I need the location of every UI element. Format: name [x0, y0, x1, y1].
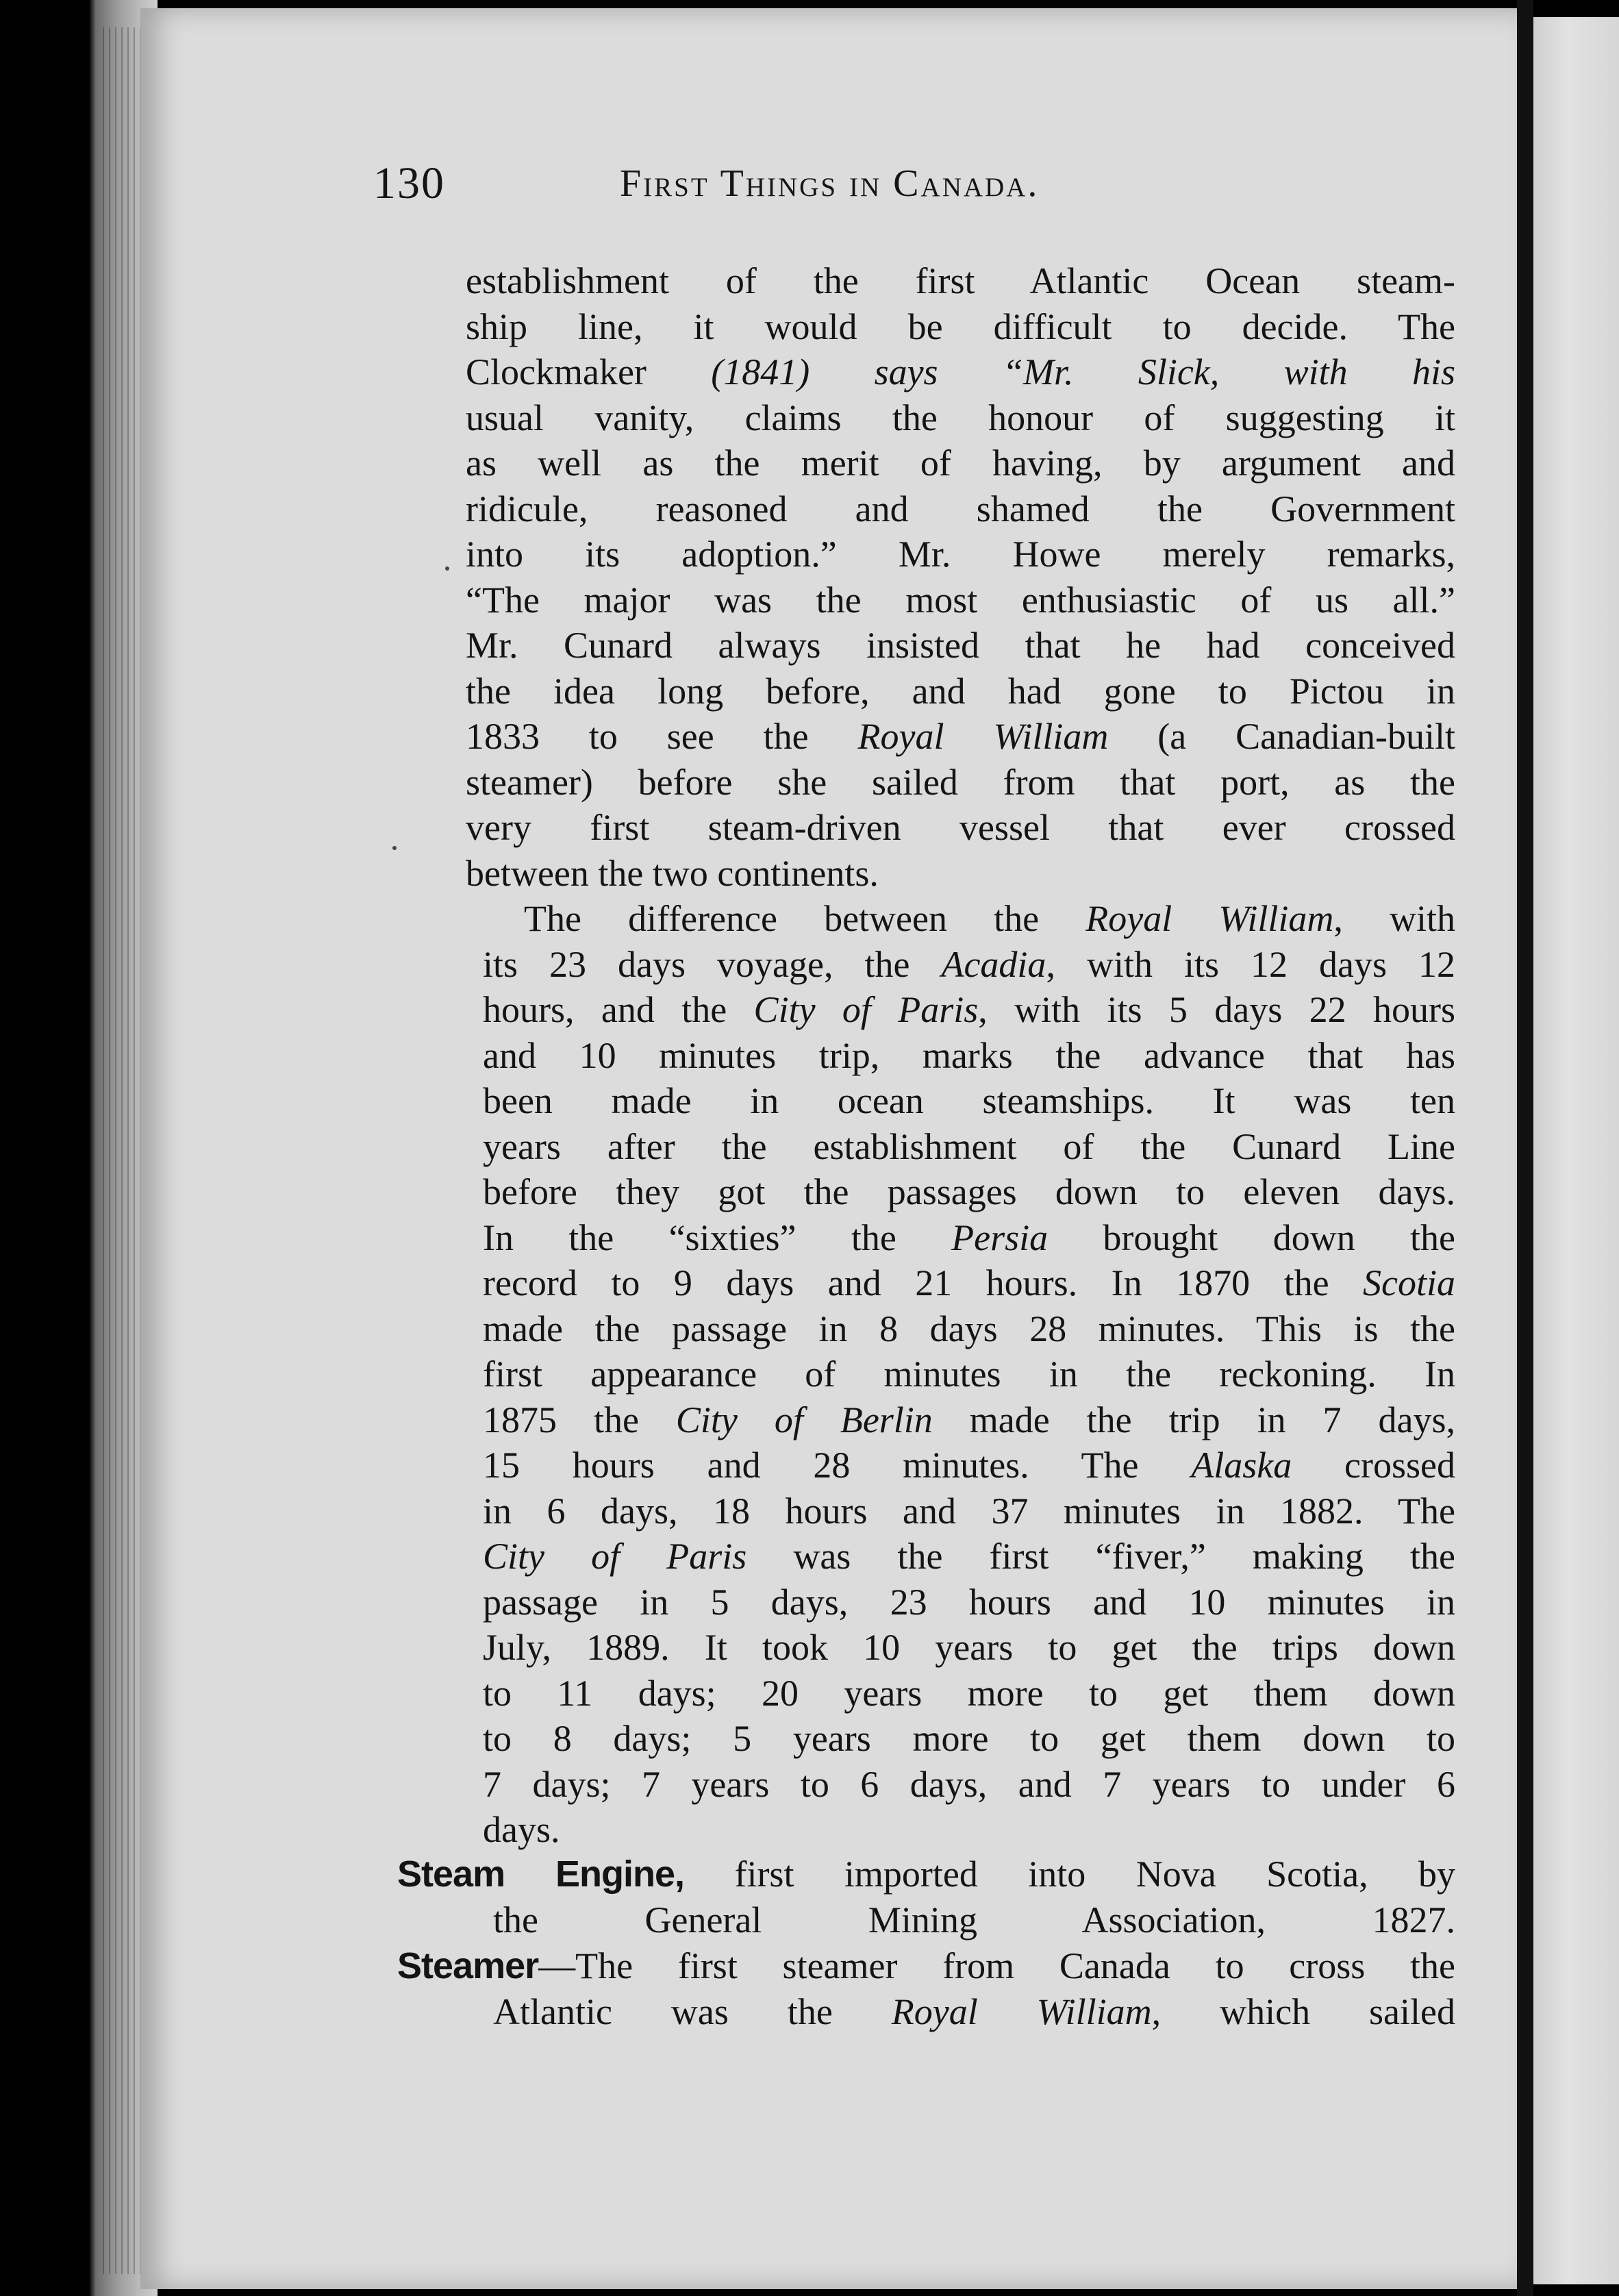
page-number: 130 [373, 158, 445, 208]
book-page [140, 8, 1517, 2289]
print-speck [392, 846, 397, 850]
text-line [483, 1079, 1455, 1123]
text-line [483, 1352, 1455, 1396]
text-run: 1833 to see the [466, 716, 858, 757]
italic-title: City of Paris [753, 989, 979, 1030]
text-line [483, 1534, 1455, 1578]
italic-title: Acadia [941, 943, 1046, 985]
facing-page-edge [1533, 17, 1619, 2284]
text-run: crossed [1292, 1445, 1456, 1486]
text-run: made the trip in 7 days, [932, 1399, 1455, 1440]
text-run: brought down the [1048, 1216, 1455, 1258]
italic-title: City of Berlin [675, 1399, 933, 1440]
text-line [483, 1580, 1455, 1624]
italic-title: Alaska [1191, 1445, 1292, 1486]
text-line [483, 988, 1455, 1032]
text-line [466, 760, 1455, 804]
print-speck [445, 566, 449, 571]
text-run: 7 days; 7 years to 6 days, and 7 years to under 6 [483, 1763, 1455, 1805]
text-run: before they got the passages down to eleven days. [483, 1171, 1455, 1212]
text-line [483, 1398, 1455, 1442]
text-line [466, 669, 1455, 713]
text-line [466, 350, 1455, 394]
book-gutter [1517, 0, 1533, 2296]
text-run: to 11 days; 20 years more to get them down [483, 1672, 1455, 1714]
text-run: days. [483, 1809, 560, 1850]
text-line [524, 897, 1455, 940]
text-line [483, 1216, 1455, 1260]
text-run: the General Mining Association, 1827. [493, 1899, 1455, 1941]
text-line [466, 532, 1455, 576]
text-run: to 8 days; 5 years more to get them down to [483, 1718, 1455, 1759]
text-line [483, 1717, 1455, 1760]
text-run: In the “sixties” the [483, 1216, 952, 1258]
text-run: (a Canadian-built [1108, 716, 1455, 757]
text-run: ship line, it would be difficult to decide. The [466, 305, 1455, 347]
text-line [483, 1034, 1455, 1077]
text-run: hours, and the [483, 989, 754, 1030]
text-line [397, 1852, 1455, 1896]
text-run: was the first “fiver,” making the [746, 1536, 1455, 1577]
text-run: Clockmaker [466, 351, 647, 392]
text-line [466, 623, 1455, 667]
text-run: the idea long before, and had gone to Pictou in [466, 670, 1455, 712]
text-run: steamer) before she sailed from that port, as the [466, 761, 1455, 803]
text-run: Atlantic was the [493, 1991, 892, 2032]
text-run: first appearance of minutes in the reckoning. In [483, 1353, 1455, 1395]
text-run: July, 1889. It took 10 years to get the trips down [483, 1627, 1455, 1668]
italic-title: City of Paris [483, 1536, 747, 1577]
text-line [466, 396, 1455, 440]
text-run: as well as the merit of having, by argument and [466, 442, 1455, 484]
text-line [483, 1625, 1455, 1669]
text-run: into its adoption.” Mr. Howe merely remarks, [466, 534, 1455, 575]
text-run: passage in 5 days, 23 hours and 10 minutes in [483, 1581, 1455, 1623]
text-run: “The major was the most enthusiastic of us all.” [466, 579, 1455, 621]
text-line [397, 1944, 1455, 1988]
entry-headword: Steam Engine, [397, 1854, 685, 1895]
text-line [466, 714, 1455, 758]
text-line [466, 259, 1455, 303]
text-run: , with its 12 days 12 [1046, 943, 1455, 985]
text-run: —The first steamer from Canada to cross the [538, 1945, 1455, 1986]
text-run: 1875 the [483, 1399, 676, 1440]
text-run: , which sailed [1151, 1991, 1455, 2032]
text-line [466, 578, 1455, 622]
text-run: Mr. Cunard always insisted that he had conceived [466, 625, 1455, 666]
text-run: in 6 days, 18 hours and 37 minutes in 1882. The [483, 1490, 1455, 1532]
text-run: made the passage in 8 days 28 minutes. This is the [483, 1308, 1455, 1349]
text-run: The difference between the [524, 898, 1086, 939]
text-line [493, 1990, 1455, 2034]
italic-title: Royal William [857, 716, 1109, 757]
text-run: first imported into Nova Scotia, by [684, 1854, 1456, 1895]
text-line [466, 305, 1455, 349]
text-line [466, 487, 1455, 531]
text-line [493, 1898, 1455, 1942]
text-line [483, 1671, 1455, 1715]
text-run: establishment of the first Atlantic Ocean steam- [466, 260, 1455, 301]
text-run: been made in ocean steamships. It was ten [483, 1080, 1455, 1121]
italic-title: Royal William [891, 1991, 1152, 2032]
italic-title: Scotia [1363, 1262, 1455, 1303]
text-line [483, 1443, 1455, 1487]
text-run: and 10 minutes trip, marks the advance that has [483, 1034, 1455, 1076]
text-line [466, 851, 879, 895]
text-run: , with its 5 days 22 hours [978, 989, 1455, 1030]
text-line [483, 1762, 1455, 1806]
italic-title: Persia [951, 1216, 1049, 1258]
text-run: record to 9 days and 21 hours. In 1870 the [483, 1262, 1364, 1303]
text-line [483, 1125, 1455, 1169]
running-title: First Things in Canada. [620, 162, 1040, 205]
text-line [483, 1489, 1455, 1533]
entry-headword: Steamer [397, 1945, 539, 1986]
text-line [466, 441, 1455, 485]
text-run: usual vanity, claims the honour of suggesting it [466, 397, 1455, 438]
text-run: its 23 days voyage, the [483, 943, 942, 985]
text-run: between the two continents. [466, 852, 879, 894]
text-line [483, 1261, 1455, 1305]
text-run: very first steam-driven vessel that ever crossed [466, 807, 1455, 848]
italic-title: Royal William [1085, 898, 1334, 939]
page-header [140, 158, 1517, 226]
text-line [483, 943, 1455, 986]
text-run: 15 hours and 28 minutes. The [483, 1445, 1192, 1486]
text-run: ridicule, reasoned and shamed the Government [466, 488, 1455, 529]
text-line [483, 1170, 1455, 1214]
text-run: years after the establishment of the Cunard Line [483, 1125, 1455, 1167]
italic-title: (1841) says “Mr. Slick, with his [646, 351, 1455, 392]
text-line [483, 1307, 1455, 1351]
text-line [466, 806, 1455, 849]
text-line [483, 1808, 560, 1851]
text-run: , with [1333, 898, 1455, 939]
